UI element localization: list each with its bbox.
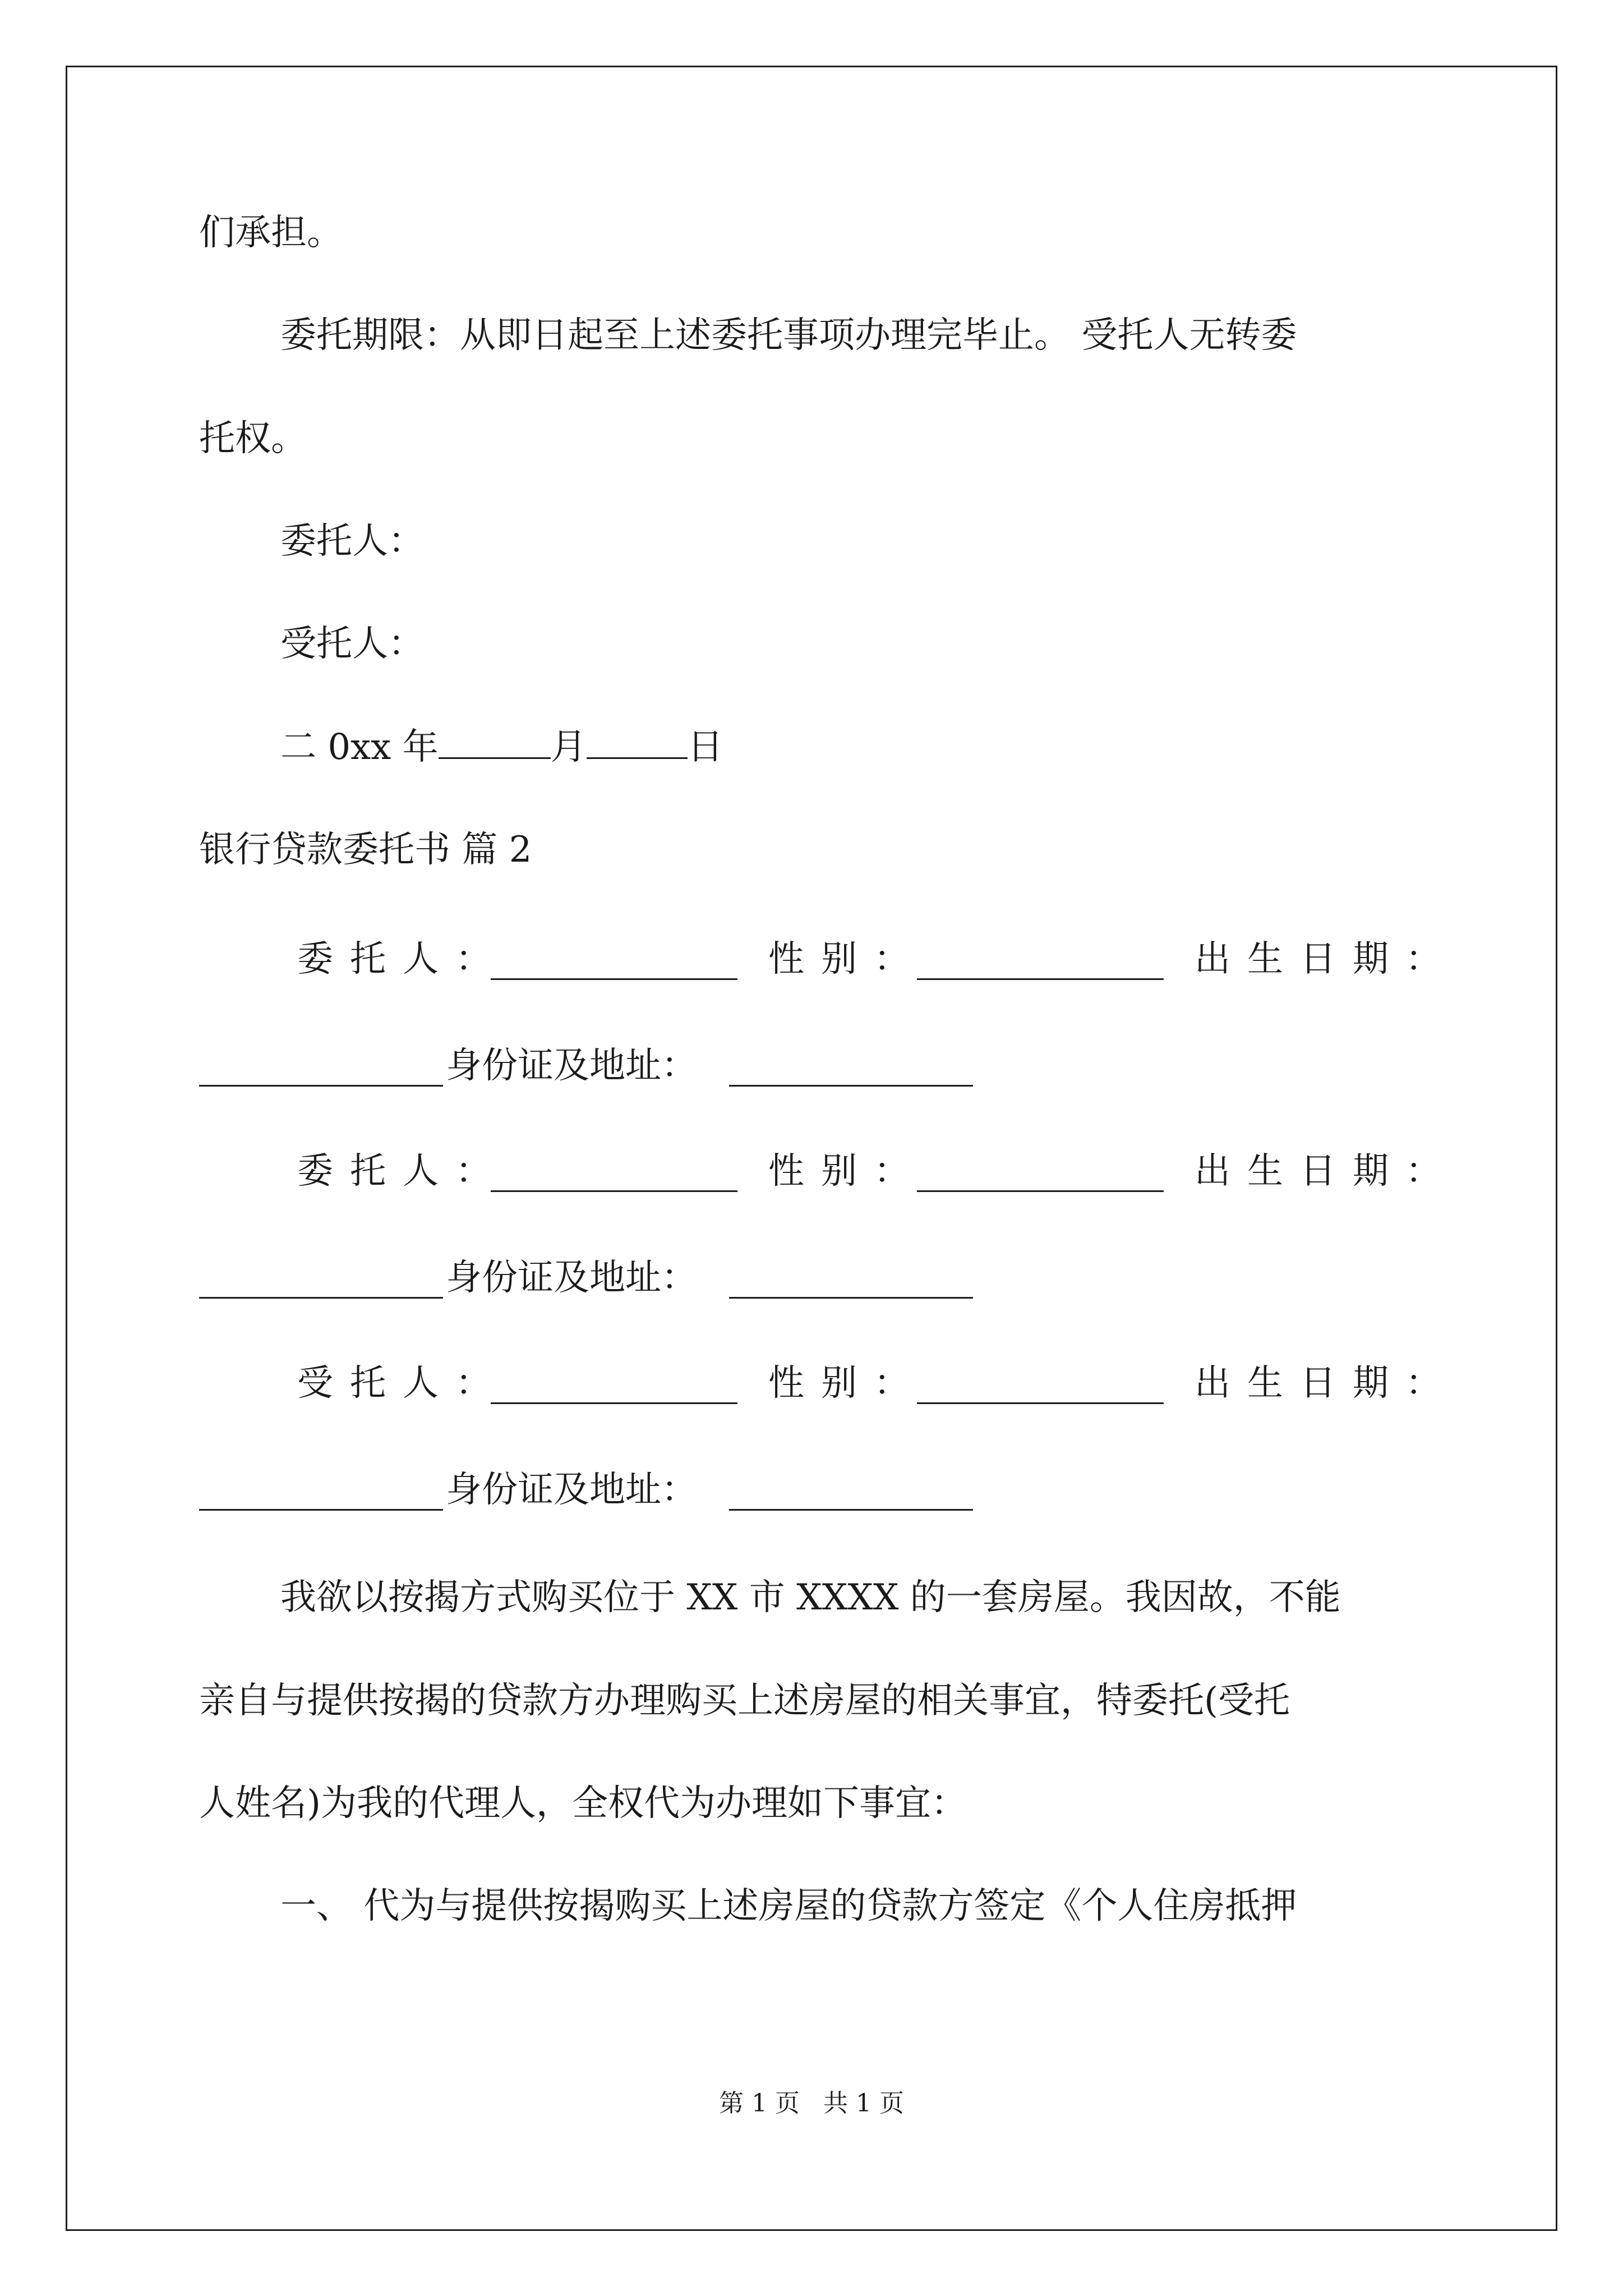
field-underline xyxy=(917,1402,1164,1404)
date-line xyxy=(280,725,723,770)
field-underline xyxy=(199,1085,443,1087)
agent-row xyxy=(199,1361,1458,1406)
page-total: 共 1 页 xyxy=(823,2089,904,2118)
field-underline xyxy=(491,1190,737,1192)
section-heading: 银行贷款委托书 篇 2 xyxy=(199,829,532,871)
principal-1-row xyxy=(199,937,1458,982)
month-blank xyxy=(439,725,551,759)
date-day: 日 xyxy=(687,726,723,768)
field-underline xyxy=(199,1297,443,1299)
day-blank xyxy=(587,725,688,759)
field-underline xyxy=(491,978,737,980)
field-underline xyxy=(729,1509,973,1511)
term-line: 委托期限：从即日起至上述委托事项办理完毕止。 受托人无转委 xyxy=(280,315,1297,356)
id-address-label: 身份证及地址： xyxy=(446,1257,697,1299)
field-underline xyxy=(491,1402,737,1404)
page-number: 第 1 页 xyxy=(719,2089,800,2118)
date-month: 月 xyxy=(550,726,587,768)
id-address-label: 身份证及地址： xyxy=(446,1045,697,1087)
role-label: 委托人： xyxy=(297,1151,508,1192)
date-year: 二 0xx 年 xyxy=(280,726,439,768)
id-address-label: 身份证及地址： xyxy=(446,1469,697,1511)
birth-label: 出生日期： xyxy=(1195,1151,1458,1192)
birth-label: 出生日期： xyxy=(1195,1363,1458,1404)
field-underline xyxy=(917,1190,1164,1192)
principal-1-id-row xyxy=(199,1043,1424,1088)
agent-signature-line: 受托人： xyxy=(280,623,424,665)
field-underline xyxy=(729,1297,973,1299)
birth-label: 出生日期： xyxy=(1195,938,1458,980)
text-line: 托权。 xyxy=(199,418,307,459)
gender-label: 性别： xyxy=(768,1151,926,1192)
role-label: 受托人： xyxy=(297,1363,508,1404)
body-paragraph: 亲自与提供按揭的贷款方办理购买上述房屋的相关事宜，特委托(受托 xyxy=(199,1680,1290,1722)
list-item-one: 一、 代为与提供按揭购买上述房屋的贷款方签定《个人住房抵押 xyxy=(280,1885,1297,1927)
body-paragraph: 人姓名)为我的代理人，全权代为办理如下事宜： xyxy=(199,1783,967,1824)
field-underline xyxy=(199,1509,443,1511)
principal-2-row xyxy=(199,1149,1458,1194)
field-underline xyxy=(917,978,1164,980)
agent-id-row xyxy=(199,1467,1424,1512)
principal-2-id-row xyxy=(199,1255,1424,1300)
gender-label: 性别： xyxy=(768,938,926,980)
gender-label: 性别： xyxy=(768,1363,926,1404)
principal-signature-line: 委托人： xyxy=(280,521,424,562)
page-footer xyxy=(0,2087,1623,2120)
body-paragraph: 我欲以按揭方式购买位于 XX 市 XXXX 的一套房屋。我因故，不能 xyxy=(280,1577,1341,1618)
text-line: 们承担。 xyxy=(199,212,343,254)
field-underline xyxy=(729,1085,973,1087)
role-label: 委托人： xyxy=(297,938,508,980)
